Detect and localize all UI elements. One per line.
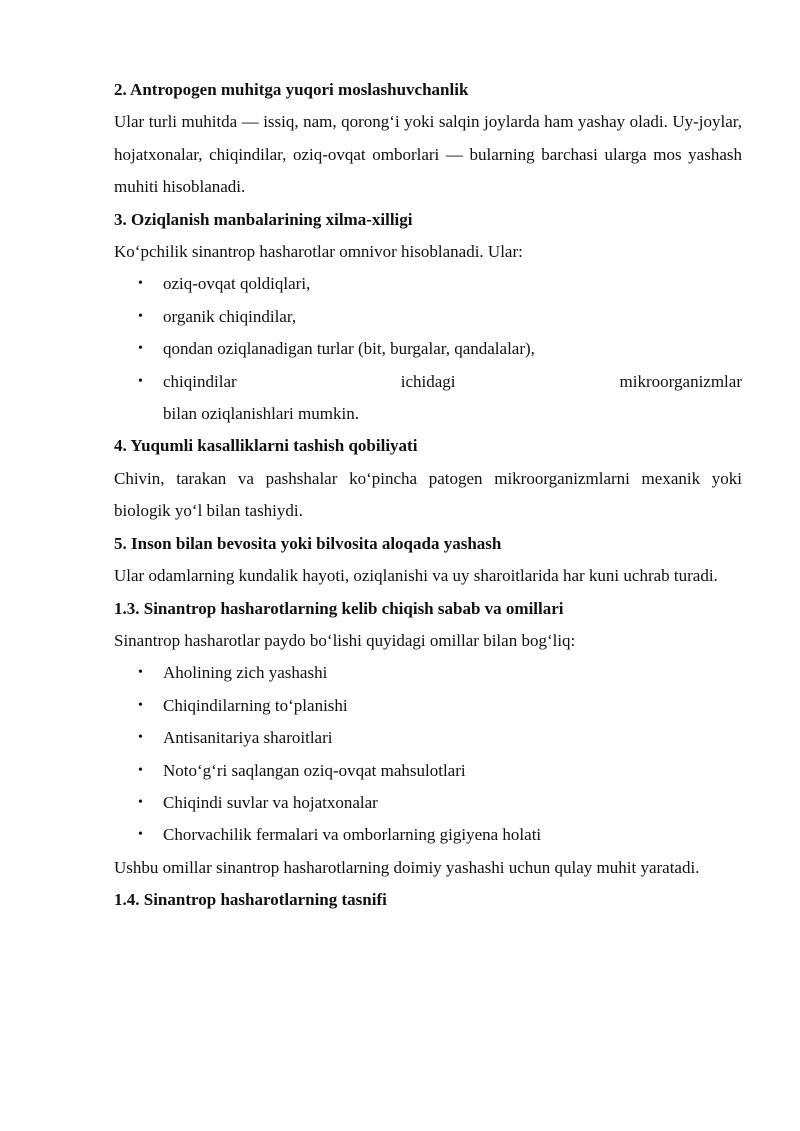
- section-heading: 3. Oziqlanish manbalarining xilma-xilligi: [114, 209, 413, 229]
- bullet-icon: •: [138, 341, 143, 357]
- section-heading: 1.3. Sinantrop hasharotlarning kelib chiqish sabab va omillari: [114, 598, 564, 618]
- list-item: [114, 366, 742, 431]
- list-item: [114, 755, 742, 787]
- bullet-icon: •: [138, 276, 143, 292]
- section-paragraph: Chivin, tarakan va pashshalar koʻpincha patogen mikroorganizmlarni mexanik yoki biologik yoʻl bilan tashiydi.: [114, 468, 742, 521]
- section-paragraph: Ular odamlarning kundalik hayoti, oziqlanishi va uy sharoitlarida har kuni uchrab turadi.: [114, 566, 718, 586]
- list-item-text: Chorvachilik fermalari va omborlarning gigiyena holati: [163, 825, 542, 845]
- section-heading: 2. Antropogen muhitga yuqori moslashuvchanlik: [114, 80, 469, 99]
- bullet-icon: •: [138, 697, 143, 713]
- bullet-icon: •: [138, 665, 143, 681]
- section-heading: 4. Yuqumli kasalliklarni tashish qobiliyati: [114, 436, 418, 456]
- section-paragraph: Ular turli muhitda — issiq, nam, qorongʻi yoki salqin joylarda ham yashay oladi. Uy-joylar, hojatxonalar, chiqindilar, oziq-ovqat omborlari — bularning barchasi ularga mos yashash muhiti hisoblanadi.: [114, 112, 742, 197]
- list-item: [114, 268, 742, 300]
- bullet-icon: •: [138, 373, 143, 389]
- list-item-text: Antisanitariya sharoitlari: [163, 728, 333, 748]
- bullet-icon: •: [138, 762, 143, 778]
- section-heading: 5. Inson bilan bevosita yoki bilvosita aloqada yashash: [114, 533, 502, 553]
- list-item: [114, 333, 742, 365]
- section-paragraph: Koʻpchilik sinantrop hasharotlar omnivor hisoblanadi. Ular:: [114, 242, 523, 262]
- list-item: [114, 301, 742, 333]
- section-closing-paragraph: Ushbu omillar sinantrop hasharotlarning doimiy yashashi uchun qulay muhit yaratadi.: [114, 857, 700, 877]
- bullet-icon: •: [138, 827, 143, 843]
- bullet-icon: •: [138, 794, 143, 810]
- bullet-list: [114, 657, 742, 851]
- list-item: [114, 787, 742, 819]
- section-paragraph: Sinantrop hasharotlar paydo boʻlishi quyidagi omillar bilan bogʻliq:: [114, 630, 576, 650]
- section-heading: 1.4. Sinantrop hasharotlarning tasnifi: [114, 890, 387, 910]
- list-item-text: oziq-ovqat qoldiqlari,: [163, 274, 311, 294]
- bullet-icon: •: [138, 730, 143, 746]
- list-item: [114, 722, 742, 754]
- list-item: [114, 690, 742, 722]
- list-item-text-line2: bilan oziqlanishlari mumkin.: [163, 404, 359, 424]
- bullet-list: [114, 268, 742, 430]
- list-item-text: Notoʻgʻri saqlangan oziq-ovqat mahsulotlari: [163, 760, 466, 780]
- list-item-text: organik chiqindilar,: [163, 306, 297, 326]
- list-item: [114, 819, 742, 851]
- document-page: [114, 74, 742, 917]
- list-item-text: qondan oziqlanadigan turlar (bit, burgalar, qandalalar),: [163, 339, 535, 359]
- list-item-text: Chiqindilarning toʻplanishi: [163, 695, 348, 715]
- list-item-text-line1: chiqindilar ichidagi mikroorganizmlar: [163, 371, 742, 391]
- bullet-icon: •: [138, 308, 143, 324]
- list-item: [114, 657, 742, 689]
- list-item-text: Chiqindi suvlar va hojatxonalar: [163, 792, 378, 812]
- list-item-text: Aholining zich yashashi: [163, 663, 328, 683]
